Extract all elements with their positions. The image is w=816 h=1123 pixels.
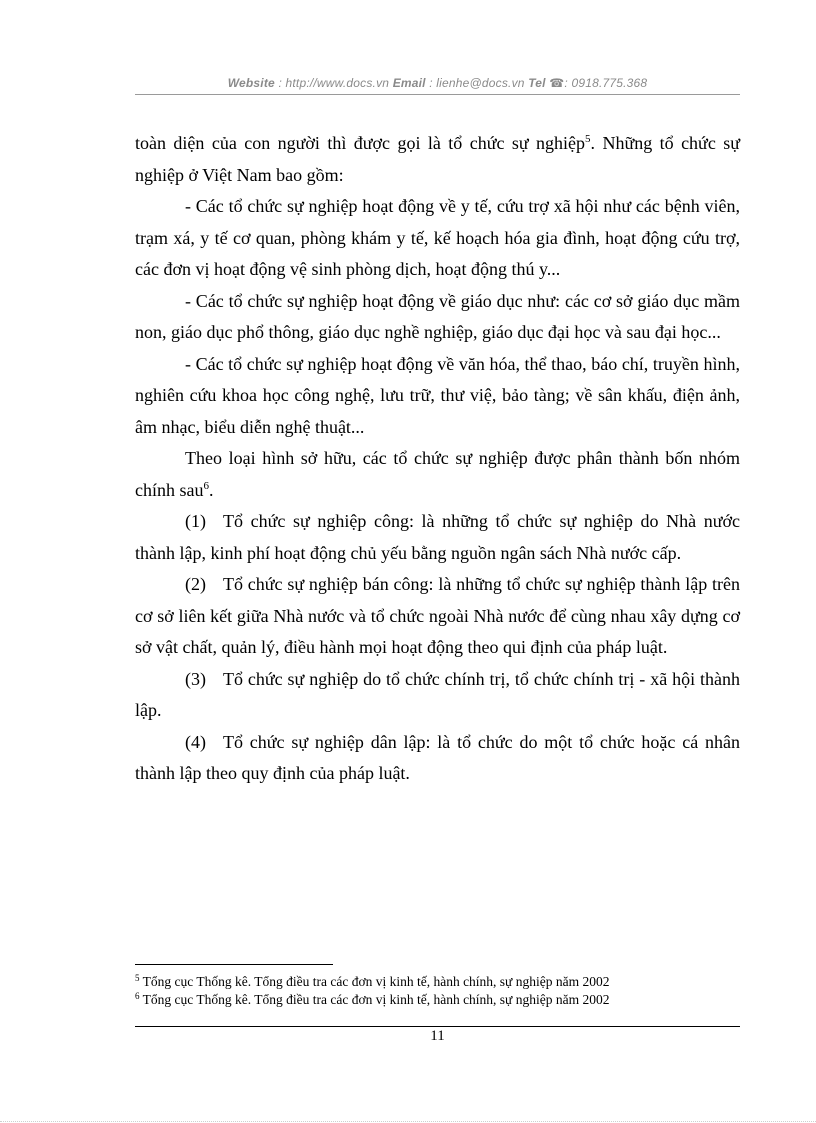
list-item-4	[135, 727, 740, 790]
footnote-text: Tổng cục Thống kê. Tổng điều tra các đơn vị kinh tế, hành chính, sự nghiệp năm 2002	[139, 974, 610, 989]
list-item-3	[135, 664, 740, 727]
footnote-number: 6	[135, 991, 140, 1001]
email-address[interactable]: : lienhe@docs.vn	[425, 76, 529, 90]
phone-icon: ☎	[549, 76, 565, 90]
list-text: Tổ chức sự nghiệp do tổ chức chính trị, tổ chức chính trị - xã hội thành lập.	[135, 668, 740, 720]
paragraph-ownership	[135, 443, 740, 506]
page-header	[135, 76, 740, 90]
intro-text: toàn diện của con người thì được gọi là tổ chức sự nghiệp	[135, 133, 586, 153]
list-number: (3)	[185, 668, 206, 689]
list-text: Tổ chức sự nghiệp công: là những tổ chức sự nghiệp do Nhà nước thành lập, kinh phí hoạt động chủ yếu bằng nguồn ngân sách Nhà nước cấp.	[135, 511, 740, 563]
paragraph-health: - Các tổ chức sự nghiệp hoạt động về y tế, cứu trợ xã hội như các bệnh viên, trạm xá, y tế cơ quan, phòng khám y tế, kế hoạch hóa gia đình, hoạt động cứu trợ, các đơn vị hoạt động vệ sinh phòng dịch, hoạt động thú y...	[135, 196, 740, 279]
ownership-tail: .	[208, 479, 214, 500]
footer-divider	[135, 1026, 740, 1027]
header-divider	[135, 94, 740, 95]
page-number: 11	[430, 1028, 445, 1044]
list-text: Tổ chức sự nghiệp dân lập: là tổ chức do một tổ chức hoặc cá nhân thành lập theo quy định của pháp luật.	[135, 731, 740, 783]
footnote-separator	[135, 964, 333, 965]
footnote-ref-6[interactable]: 6	[203, 479, 209, 492]
list-number: (2)	[185, 574, 206, 594]
list-number: (1)	[185, 511, 206, 531]
footnote-6	[135, 991, 740, 1009]
footnote-number: 5	[135, 973, 140, 983]
website-label: Website	[227, 76, 275, 90]
paragraph-intro	[135, 128, 740, 191]
email-label: Email	[392, 76, 426, 90]
ownership-text: Theo loại hình sở hữu, các tổ chức sự nghiệp được phân thành bốn nhóm chính sau	[135, 448, 740, 500]
footnote-5	[135, 973, 740, 991]
list-number: (4)	[185, 731, 206, 752]
document-body	[135, 128, 740, 790]
page-bottom-border	[0, 1121, 816, 1122]
tel-label: Tel	[528, 76, 546, 90]
footnote-text: Tổng cục Thống kê. Tổng điều tra các đơn vị kinh tế, hành chính, sự nghiệp năm 2002	[139, 992, 610, 1007]
list-item-2	[135, 569, 740, 664]
list-item-1	[135, 506, 740, 569]
paragraph-education: - Các tổ chức sự nghiệp hoạt động về giáo dục như: các cơ sở giáo dục mầm non, giáo dục phổ thông, giáo dục nghề nghiệp, giáo dục đại học và sau đại học...	[135, 290, 740, 342]
phone-number: : 0918.775.368	[564, 76, 648, 90]
website-url[interactable]: : http://www.docs.vn	[274, 76, 393, 90]
list-text: Tổ chức sự nghiệp bán công: là những tổ chức sự nghiệp thành lập trên cơ sở liên kết giữa Nhà nước và tổ chức ngoài Nhà nước để cùng nhau xây dựng cơ sở vật chất, quản lý, điều hành mọi hoạt động theo qui định của pháp luật.	[135, 574, 740, 657]
footnotes	[135, 973, 740, 1009]
footnote-ref-5[interactable]: 5	[585, 133, 591, 145]
paragraph-culture: - Các tổ chức sự nghiệp hoạt động về văn hóa, thể thao, báo chí, truyền hình, nghiên cứu khoa học công nghệ, lưu trữ, thư việ, bảo tàng; về sân khấu, điện ảnh, âm nhạc, biểu diễn nghệ thuật...	[135, 353, 740, 437]
intro-tail: . Những tổ chức sự nghiệp ở Việt Nam bao gồm:	[135, 133, 740, 185]
